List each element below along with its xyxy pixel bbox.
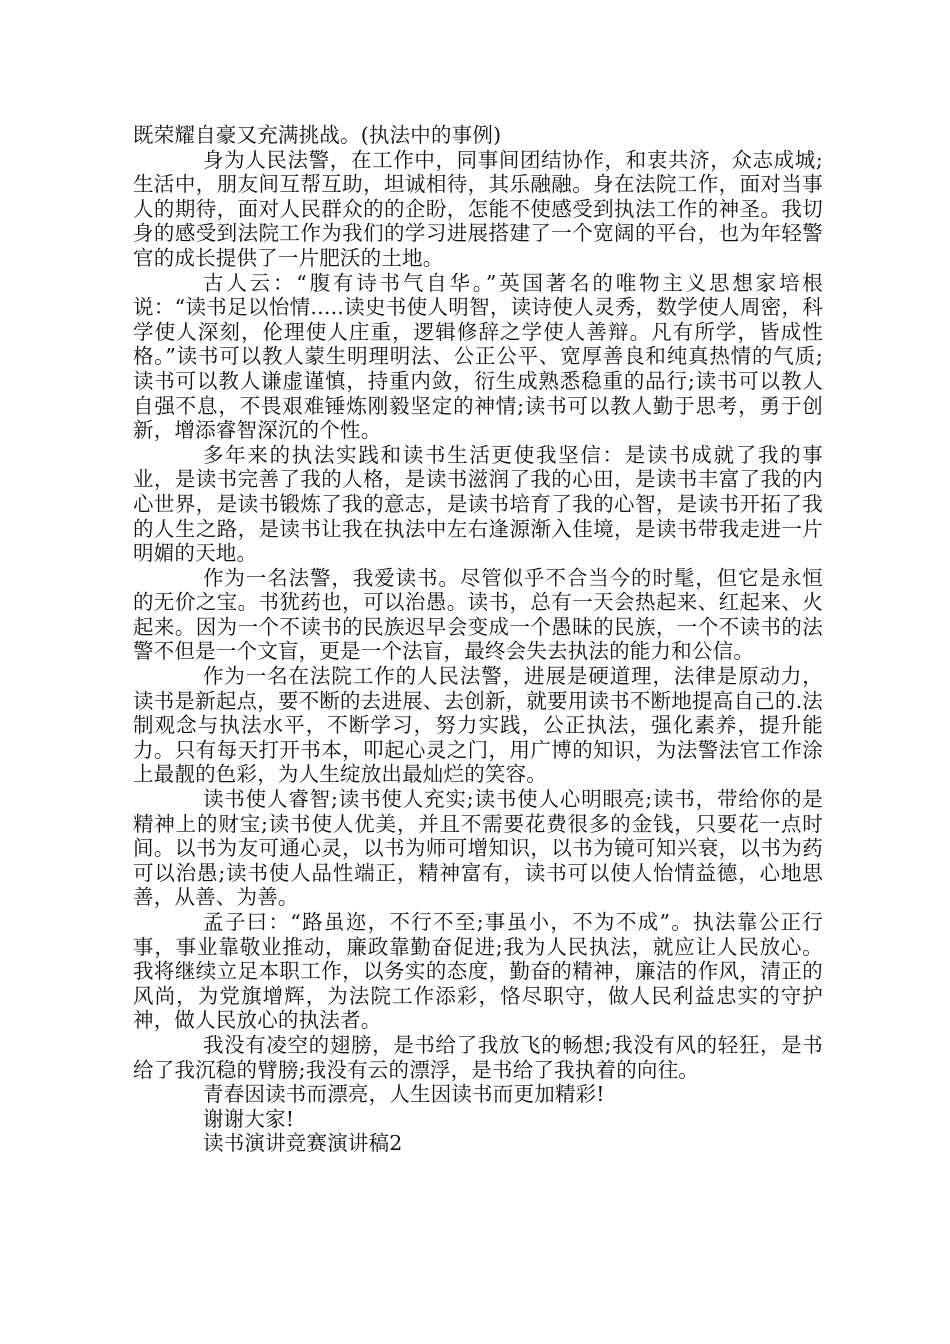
paragraph-intro: 既荣耀自豪又充满挑战。(执法中的事例)	[133, 123, 502, 147]
document-page	[133, 123, 823, 1156]
paragraph-thanks: 谢谢大家!	[203, 1106, 295, 1131]
paragraph-no-wings: 我没有凌空的翅膀，是书给了我放飞的畅想;我没有风的轻狂，是书给了我沉稳的臂膀;我没有云的漂浮，是书给了我执着的向往。	[133, 1032, 823, 1082]
paragraph-teamwork: 身为人民法警，在工作中，同事间团结协作，和衷共济，众志成城;生活中，朋友间互帮互助，坦诚相待，其乐融融。身在法院工作，面对当事人的期待，面对人民群众的的企盼，怎能不使感受到执法工作的神圣。我切身的感受到法院工作为我们的学习进展搭建了一个宽阔的平台，也为年轻警官的成长提供了一片肥沃的土地。	[133, 147, 823, 270]
paragraph-court-police: 作为一名在法院工作的人民法警，进展是硬道理，法律是原动力，读书是新起点，要不断的去进展、去创新，就要用读书不断地提高自己的.法制观念与执法水平，不断学习，努力实践，公正执法，强化素养，提升能力。只有每天打开书本，叩起心灵之门，用广博的知识，为法警法官工作涂上最靓的色彩，为人生绽放出最灿烂的笑容。	[133, 664, 823, 787]
paragraph-reading-belief: 多年来的执法实践和读书生活更使我坚信：是读书成就了我的事业，是读书完善了我的人格，是读书滋润了我的心田，是读书丰富了我的内心世界，是读书锻炼了我的意志，是读书培育了我的心智，是读书开拓了我的人生之路，是读书让我在执法中左右逢源渐入佳境，是读书带我走进一片明媚的天地。	[133, 442, 823, 566]
paragraph-love-reading: 作为一名法警，我爱读书。尽管似乎不合当今的时髦，但它是永恒的无价之宝。书犹药也，可以治愚。读书，总有一天会热起来、红起来、火起来。因为一个不读书的民族迟早会变成一个愚昧的民族，一个不读书的法警不但是一个文盲，更是一个法盲，最终会失去执法的能力和公信。	[133, 565, 823, 664]
paragraph-next-title: 读书演讲竞赛演讲稿2	[203, 1131, 403, 1156]
paragraph-youth: 青春因读书而漂亮，人生因读书而更加精彩!	[203, 1082, 605, 1107]
paragraph-mencius-quote: 孟子曰：“路虽迩，不行不至;事虽小，不为不成”。执法靠公正行事，事业靠敬业推动，廉政靠勤奋促进;我为人民执法，就应让人民放心。我将继续立足本职工作，以务实的态度，勤奋的精神，廉洁的作风，清正的风尚，为党旗增辉，为法院工作添彩，恪尽职守，做人民利益忠实的守护神，做人民放心的执法者。	[133, 910, 823, 1033]
paragraph-reading-wisdom: 读书使人睿智;读书使人充实;读书使人心明眼亮;读书，带给你的是精神上的财宝;读书使人优美，并且不需要花费很多的金钱，只要花一点时间。以书为友可通心灵，以书为师可增知识，以书为镜可知兴衰，以书为药可以治愚;读书使人品性端正，精神富有，读书可以使人怡情益德，心地思善，从善、为善。	[133, 787, 823, 910]
paragraph-bacon-quote: 古人云：“腹有诗书气自华。”英国著名的唯物主义思想家培根说：“读书足以怡情.....读史书使人明智，读诗使人灵秀，数学使人周密，科学使人深刻，伦理使人庄重，逻辑修辞之学使人善辩。凡有所学，皆成性格。”读书可以教人蒙生明理明法、公正公平、宽厚善良和纯真热情的气质;读书可以教人谦虚谨慎，持重内敛，衍生成熟悉稳重的品行;读书可以教人自强不息，不畏艰难锤炼刚毅坚定的神情;读书可以教人勤于思考，勇于创新，增添睿智深沉的个性。	[133, 270, 823, 443]
